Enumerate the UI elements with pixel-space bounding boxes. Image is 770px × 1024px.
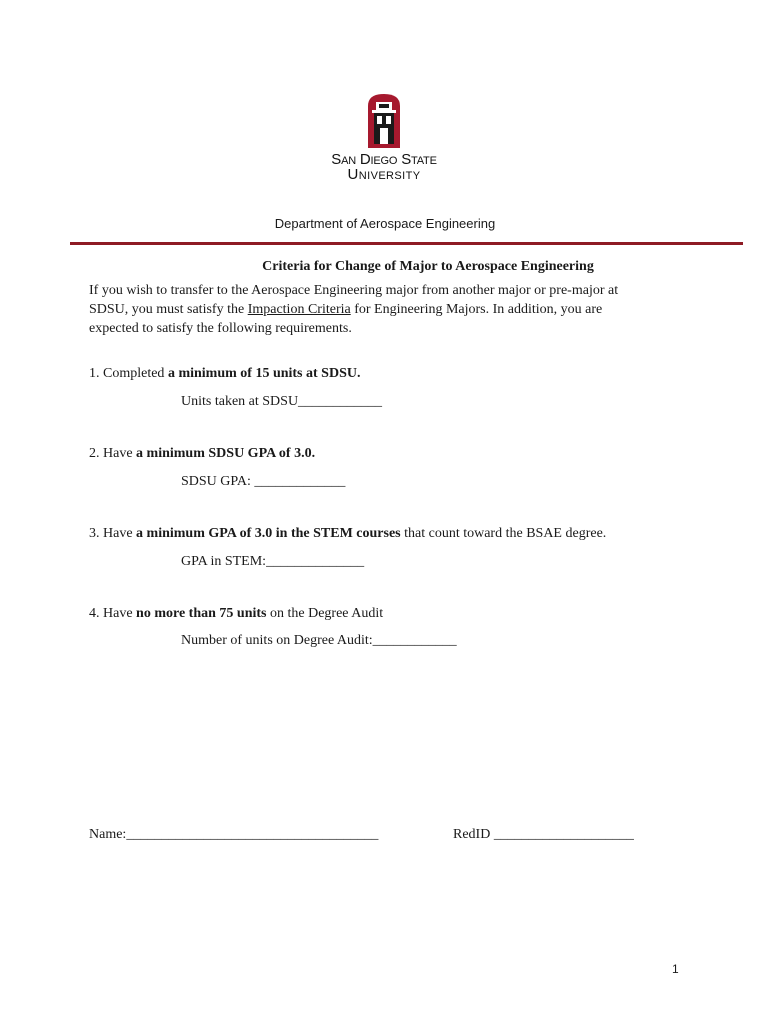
intro-text: for Engineering Majors. In addition, you are xyxy=(350,302,603,317)
intro-line-1: If you wish to transfer to the Aerospace Engineering major from another major or pre-major at xyxy=(89,283,619,298)
sdsu-campanile-icon xyxy=(364,92,404,148)
intro-line-3: expected to satisfy the following requirements. xyxy=(89,321,352,336)
requirement-text: 4. Have xyxy=(89,606,137,621)
logo-text-line2: University xyxy=(347,166,421,183)
sdsu-gpa-field[interactable]: SDSU GPA: _____________ xyxy=(181,474,346,489)
requirement-text: on the Degree Audit xyxy=(266,606,384,621)
requirement-text: 2. Have xyxy=(89,446,137,461)
department-heading: Department of Aerospace Engineering xyxy=(274,216,496,231)
impaction-criteria-link[interactable]: Impaction Criteria xyxy=(247,302,351,317)
requirement-text: that count toward the BSAE degree. xyxy=(400,526,607,541)
name-field[interactable]: Name:____________________________________ xyxy=(89,827,379,842)
requirement-emphasis: no more than 75 units xyxy=(136,606,267,621)
intro-line-2 xyxy=(89,300,679,319)
requirement-emphasis: a minimum SDSU GPA of 3.0. xyxy=(136,446,316,461)
requirement-3 xyxy=(89,526,606,542)
requirement-emphasis: a minimum of 15 units at SDSU. xyxy=(167,366,361,381)
logo-text-line1: San Diego State xyxy=(331,151,437,168)
header-divider xyxy=(70,242,743,245)
units-at-sdsu-field[interactable]: Units taken at SDSU____________ xyxy=(181,394,383,409)
stem-gpa-field[interactable]: GPA in STEM:______________ xyxy=(181,554,365,569)
requirement-text: 3. Have xyxy=(89,526,137,541)
requirement-emphasis: a minimum GPA of 3.0 in the STEM courses xyxy=(136,526,401,541)
requirement-text: 1. Completed xyxy=(89,366,168,381)
page-number: 1 xyxy=(672,962,679,976)
intro-paragraph xyxy=(89,281,679,338)
degree-audit-units-field[interactable]: Number of units on Degree Audit:____________ xyxy=(181,633,457,648)
sdsu-logo xyxy=(318,92,450,184)
intro-text: SDSU, you must satisfy the xyxy=(89,302,248,317)
redid-field[interactable]: RedID ____________________ xyxy=(453,827,634,842)
document-title: Criteria for Change of Major to Aerospace Engineering xyxy=(262,259,594,274)
requirement-2 xyxy=(89,446,315,462)
requirement-4 xyxy=(89,606,383,622)
requirement-1 xyxy=(89,366,360,382)
